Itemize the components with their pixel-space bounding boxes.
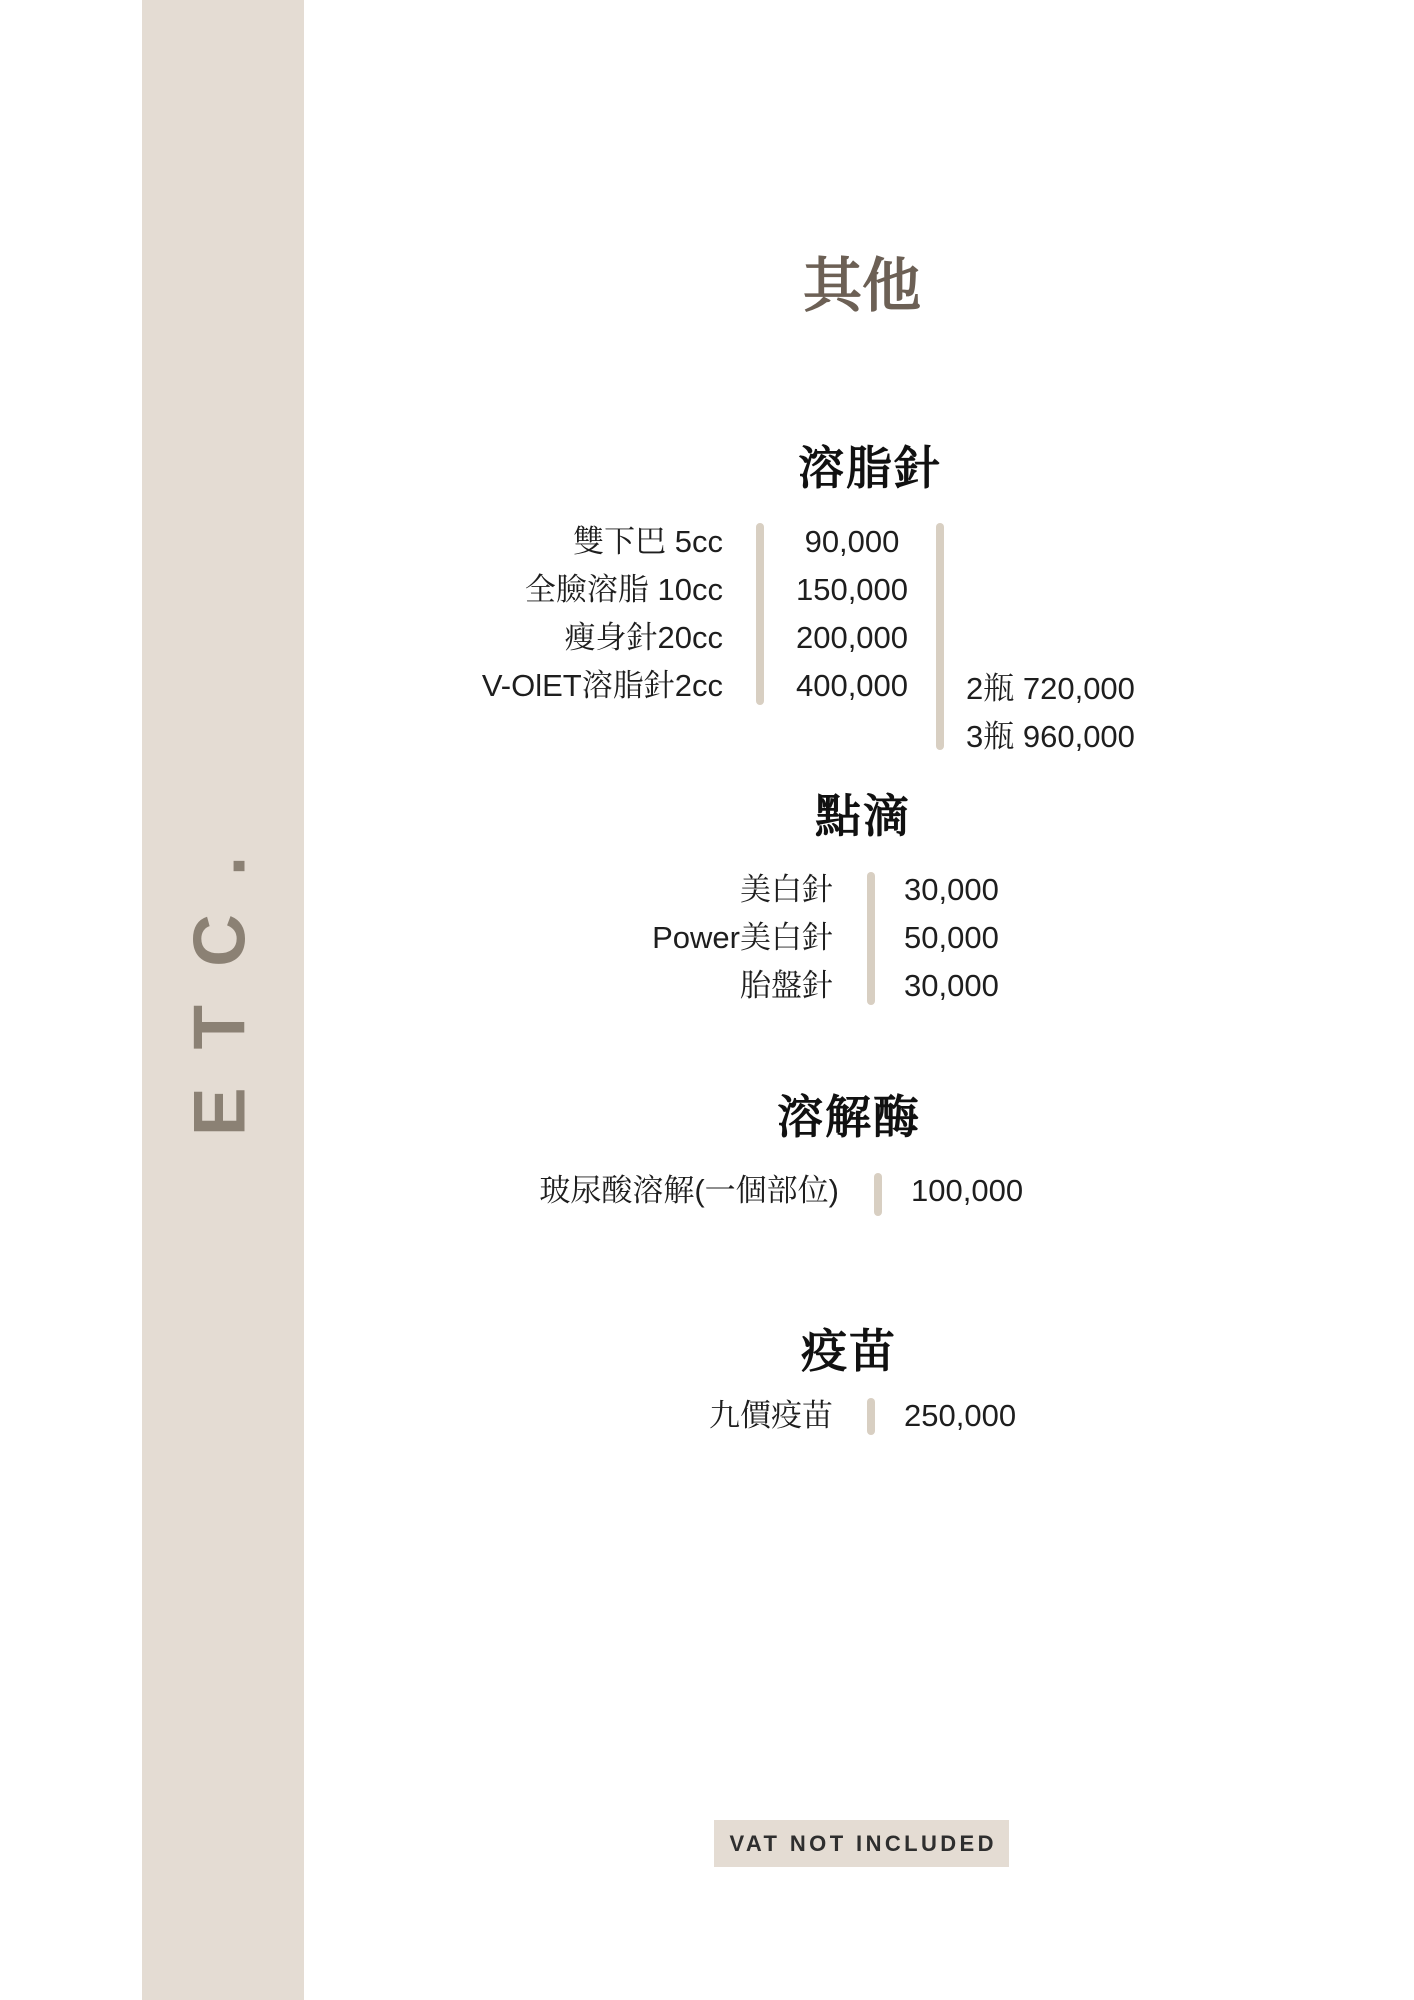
item-price: 200,000 (795, 620, 909, 655)
item-names-column (482, 518, 723, 710)
item-price: 250,000 (904, 1398, 1017, 1433)
item-name: 瘦身針20cc (564, 620, 723, 655)
item-price: 30,000 (904, 872, 999, 907)
item-prices-column (782, 518, 922, 710)
bundle-prices-column (966, 665, 1135, 761)
divider-bar (867, 1398, 875, 1435)
section-heading-vaccine: 疫苗 (801, 1325, 897, 1377)
bundle-price: 3瓶 960,000 (966, 719, 1135, 754)
item-name: V-OlET溶脂針2cc (481, 668, 723, 703)
item-names-column (709, 1392, 833, 1440)
item-price: 30,000 (904, 968, 999, 1003)
item-price: 50,000 (904, 920, 999, 955)
item-name: 美白針 (740, 872, 833, 907)
item-name: 九價疫苗 (709, 1398, 833, 1433)
divider-bar (756, 523, 764, 705)
item-names-column (652, 866, 833, 1010)
item-name: 全臉溶脂 10cc (524, 572, 723, 607)
item-price: 150,000 (795, 572, 909, 607)
item-name: Power美白針 (652, 920, 833, 955)
item-prices-column (911, 1167, 1023, 1215)
section-heading-dissolving-enzyme: 溶解酶 (777, 1091, 921, 1143)
item-name: 玻尿酸溶解(一個部位) (539, 1173, 839, 1208)
item-price: 100,000 (911, 1173, 1024, 1208)
vat-notice-text: VAT NOT INCLUDED (729, 1830, 997, 1856)
divider-bar (936, 523, 944, 750)
vat-notice-badge (714, 1820, 1009, 1867)
page-title: 其他 (802, 253, 922, 319)
item-price: 400,000 (795, 668, 909, 703)
section-heading-lipolysis: 溶脂針 (798, 442, 942, 494)
item-prices-column (904, 1392, 1016, 1440)
item-name: 雙下巴 5cc (573, 524, 723, 559)
section-heading-iv-drip: 點滴 (815, 790, 911, 842)
item-name: 胎盤針 (740, 968, 833, 1003)
bundle-price: 2瓶 720,000 (966, 671, 1135, 706)
item-price: 90,000 (804, 524, 900, 559)
sidebar-label: ETC. (179, 817, 261, 1137)
divider-bar (867, 872, 875, 1005)
divider-bar (874, 1173, 882, 1216)
item-names-column (539, 1167, 839, 1215)
item-prices-column (904, 866, 999, 1010)
